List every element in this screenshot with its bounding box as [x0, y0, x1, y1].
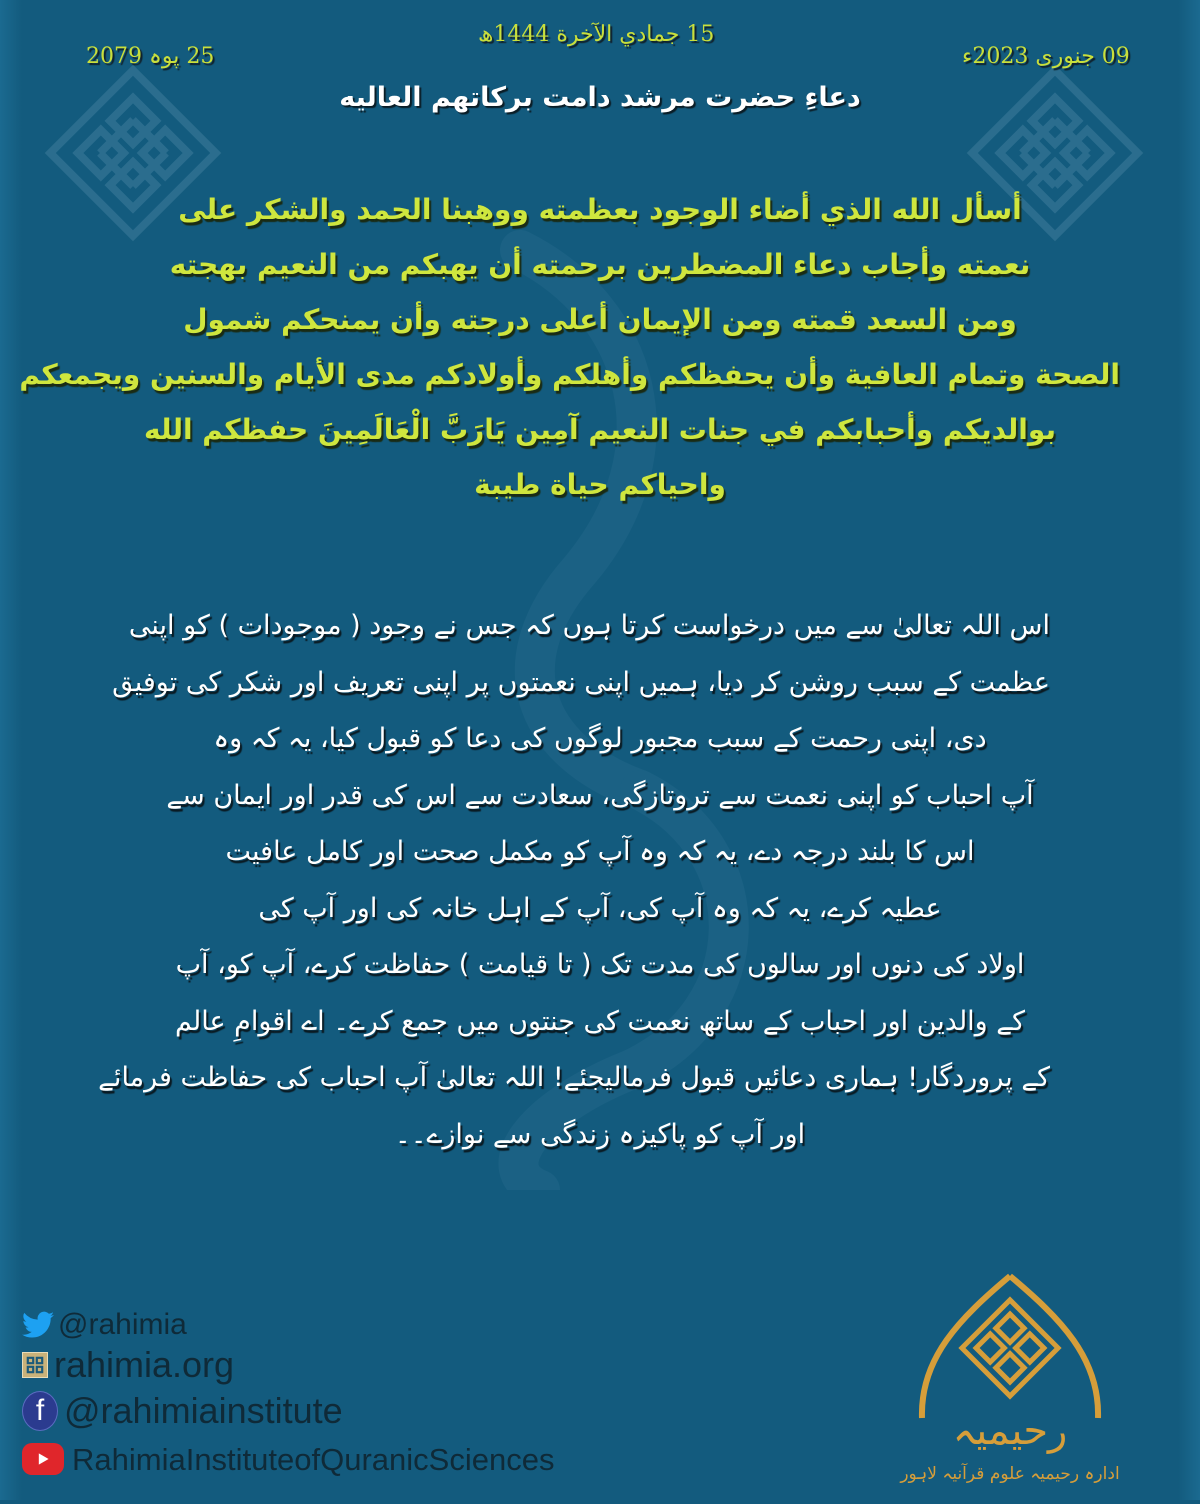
urdu-line: عظمت کے سبب روشن کر دیا، ہمیں اپنی نعمتوں پر اپنی تعریف اور شکر کی توفیق	[112, 666, 1050, 698]
facebook-icon: f	[22, 1391, 58, 1431]
twitter-handle: @rahimia	[58, 1308, 187, 1341]
youtube-link[interactable]	[22, 1436, 554, 1482]
rahimia-logo	[900, 1268, 1120, 1500]
arabic-line: أسأل الله الذي أضاء الوجود بعظمته ووهبنا الحمد والشكر على	[178, 193, 1022, 226]
website-url: rahimia.org	[54, 1344, 235, 1385]
urdu-line: اس اللہ تعالیٰ سے میں درخواست کرتا ہوں کہ جس نے وجود ( موجودات ) کو اپنی	[128, 610, 1050, 641]
website-icon	[22, 1352, 48, 1378]
youtube-channel: RahimiaInstituteofQuranicSciences	[72, 1441, 555, 1477]
urdu-line: کے پروردگار! ہماری دعائیں قبول فرمالیجئے! اللہ تعالیٰ آپ احباب کی حفاظت فرمائے	[98, 1062, 1050, 1093]
urdu-line: اولاد کی دنوں اور سالوں کی مدت تک ( تا قیامت ) حفاظت کرے، آپ کو، آپ	[175, 949, 1025, 980]
urdu-line: اس کا بلند درجہ دے، یہ کہ وہ آپ کو مکمل صحت اور کامل عافیت	[225, 836, 975, 867]
youtube-icon	[22, 1443, 64, 1475]
facebook-handle: @rahimiainstitute	[64, 1390, 343, 1431]
arabic-line: ومن السعد قمته ومن الإيمان أعلى درجته وأن يمنحكم شمول	[183, 303, 1017, 336]
arabic-line: واحياكم حياة طيبة	[474, 468, 726, 501]
logo-name: رحیمیہ	[952, 1408, 1068, 1454]
social-links	[22, 1306, 554, 1482]
urdu-translation	[98, 598, 1050, 1163]
urdu-line: آپ احباب کو اپنی نعمت سے تروتازگی، سعادت سے اس کی قدر اور ایمان سے	[166, 779, 1034, 811]
urdu-line: عطیہ کرے، یہ کہ وہ آپ کی، آپ کے اہل خانہ کی اور آپ کی	[258, 892, 942, 924]
hijri-date: 15 جمادي الآخرة 1444ھ	[478, 22, 715, 47]
arabic-line: الصحة وتمام العافية وأن يحفظكم وأهلكم وأولادكم مدى الأيام والسنين ويجمعكم	[19, 358, 1120, 391]
website-link[interactable]	[22, 1344, 554, 1386]
bikrami-date: 25 پوہ 2079	[86, 44, 215, 69]
urdu-line: اور آپ کو پاکیزہ زندگی سے نوازے۔۔	[394, 1118, 806, 1150]
urdu-line: دی، اپنی رحمت کے سبب مجبور لوگوں کی دعا کو قبول کیا، یہ کہ وہ	[213, 723, 987, 754]
facebook-link[interactable]	[22, 1386, 554, 1436]
arabic-line: نعمته وأجاب دعاء المضطرين برحمته أن يهبكم من النعيم بهجته	[169, 248, 1031, 281]
arabic-prayer	[19, 182, 1120, 512]
arabic-line: بوالديكم وأحبابكم في جنات النعيم آمِين يَارَبَّ الْعَالَمِينَ حفظكم الله	[144, 413, 1056, 446]
page-title: دعاءِ حضرت مرشد دامت برکاتهم العاليه	[339, 82, 861, 113]
twitter-link[interactable]	[22, 1306, 554, 1344]
twitter-icon	[22, 1311, 54, 1339]
logo-subtitle: ادارہ رحیمیہ علوم قرآنیہ لاہور	[900, 1464, 1120, 1484]
urdu-line: کے والدین اور احباب کے ساتھ نعمت کی جنتوں میں جمع کرے۔ اے اقوامِ عالم	[175, 1005, 1025, 1037]
gregorian-date: 09 جنوری 2023ء	[962, 44, 1130, 69]
